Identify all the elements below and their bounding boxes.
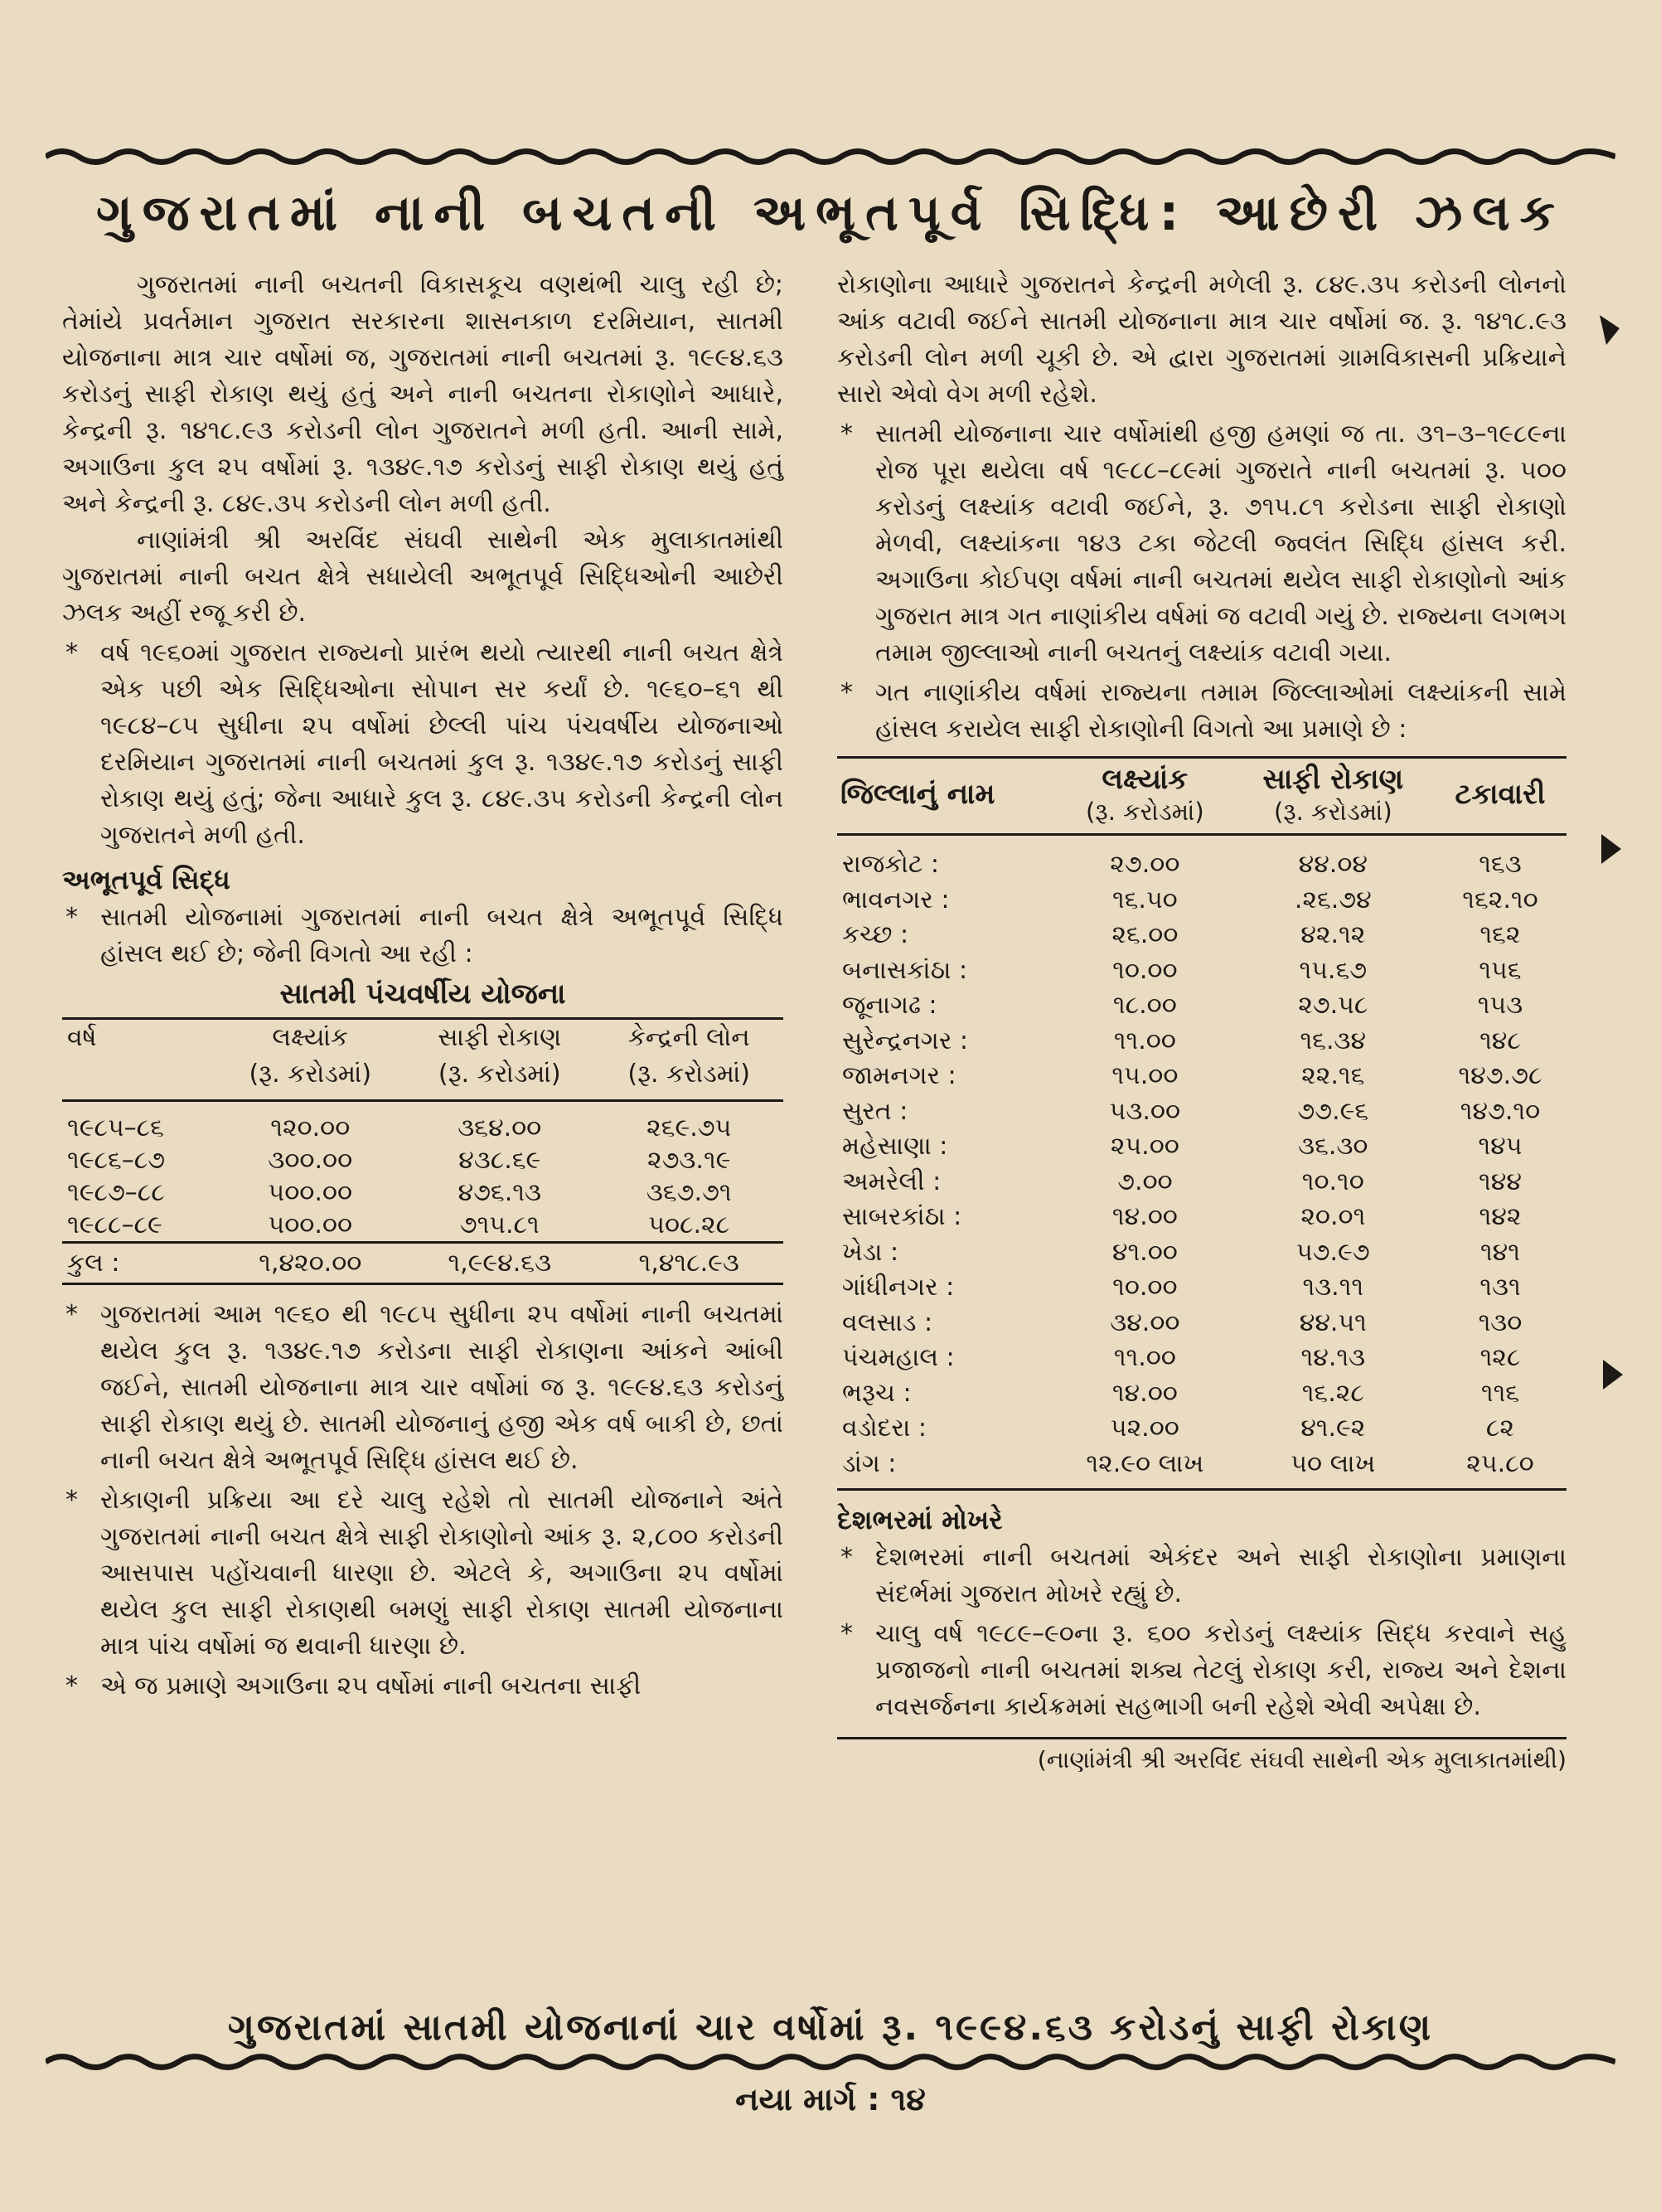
cell-target: ૧૪.૦૦ <box>1111 1202 1178 1231</box>
cell-percentage: ૨૫.૮૦ <box>1434 1447 1567 1490</box>
cell-percentage: ૧૪૭.૭૮ <box>1458 1061 1542 1090</box>
cell-percentage: ૧૩૧ <box>1479 1273 1521 1302</box>
col-unit-net-investment: (રૂ. કરોડમાં) <box>404 1056 594 1101</box>
col-header-net-investment: સાફી રોકાણ (રૂ. કરોડમાં) <box>1232 758 1434 831</box>
cell-central-loan: ૨૬૯.૭૫ <box>646 1113 732 1142</box>
cell-target: ૨૭.૦૦ <box>1110 850 1180 879</box>
bullet-star: * <box>65 638 78 667</box>
page-footer: નયા માર્ગ : ૧૪ <box>735 2081 926 2117</box>
cell-year: ૧૯૮૮–૮૯ <box>67 1210 162 1239</box>
cell-percentage: ૧૬૨ <box>1479 920 1521 949</box>
margin-arrow-icon <box>1598 313 1621 347</box>
bullet-history: * વર્ષ ૧૯૬૦માં ગુજરાત રાજ્યનો પ્રારંભ થયો ત્યારથી નાની બચત ક્ષેત્રે એક પછી એક સિદ્ધિઓના સોપાન સર કર્યાં છે. ૧૯૬૦–૬૧ થી ૧૯૮૪–૮૫ સુધીના ૨૫ વર્ષોમાં છેલ્લી પાંચ પંચવર્ષીય યોજનાઓ દરમિયાન ગુજરાતમાં નાની બચતમાં કુલ રૂ. ૧૩૪૯.૧૭ કરોડનું સાફી રોકાણ થયું હતું; જેના આધારે કુલ રૂ. ૮૪૯.૩૫ કરોડની કેન્દ્રની લોન ગુજરાતને મળી હતી. <box>62 635 783 854</box>
cell-net-investment: ૨૭.૫૮ <box>1298 991 1368 1020</box>
cell-district: કચ્છ : <box>842 920 909 949</box>
bullet-seventh-plan: * સાતમી યોજનામાં ગુજરાતમાં નાની બચત ક્ષેત્રે અભૂતપૂર્વ સિદ્ધિ હાંસલ થઈ છે; જેની વિગતો આ રહી : <box>62 900 783 973</box>
cell-target: ૨૫.૦૦ <box>1110 1132 1179 1161</box>
col-unit-central-loan: (રૂ. કરોડમાં) <box>594 1056 783 1101</box>
district-table <box>837 756 1567 1491</box>
cell-district: સુરત : <box>842 1096 908 1126</box>
cell-total-target: ૧,૪૨૦.૦૦ <box>215 1243 404 1284</box>
table-row <box>837 1270 1567 1306</box>
cell-district: સુરેન્દ્રનગર : <box>842 1026 968 1055</box>
col-header-percentage: ટકાવારી <box>1434 758 1567 831</box>
cell-target: ૫૦૦.૦૦ <box>268 1210 353 1239</box>
cell-target: ૪૧.૦૦ <box>1111 1237 1178 1267</box>
bullet-star: * <box>840 1543 853 1572</box>
cell-target: ૧૦.૦૦ <box>1112 955 1178 985</box>
cell-target: ૧૦.૦૦ <box>1112 1273 1178 1302</box>
bullet-1988-89: * સાતમી યોજનાના ચાર વર્ષોમાંથી હજી હમણાં જ તા. ૩૧–૩–૧૯૮૯ના રોજ પૂરા થયેલા વર્ષ ૧૯૮૮–૮૯માં ગુજરાતે નાની બચતમાં રૂ. ૫૦૦ કરોડનું લક્ષ્યાંક વટાવી જઈને, રૂ. ૭૧૫.૮૧ કરોડના સાફી રોકાણો મેળવી, લક્ષ્યાંકના ૧૪૩ ટકા જેટલી જ્વલંત સિદ્ધિ હાંસલ કરી. અગાઉના કોઈપણ વર્ષમાં નાની બચતમાં થયેલ સાફી રોકાણોનો આંક ગુજરાત માત્ર ગત નાણાંકીય વર્ષમાં જ વટાવી ગયું છે. રાજ્યના લગભગ તમામ જીલ્લાઓ નાની બચતનું લક્ષ્યાંક વટાવી ગયા. <box>837 416 1567 672</box>
cell-percentage: ૧૪૨ <box>1479 1202 1522 1231</box>
cell-year: ૧૯૮૫–૮૬ <box>67 1113 164 1142</box>
cell-district: ભાવનગર : <box>842 885 950 914</box>
bottom-banner: ગુજરાતમાં સાતમી યોજનાનાં ચાર વર્ષોમાં રૂ. ૧૯૯૪.૬૩ કરોડનું સાફી રોકાણ <box>227 2006 1434 2049</box>
cell-district: અમરેલી : <box>842 1167 942 1196</box>
cell-net-investment: ૧૬.૨૮ <box>1301 1378 1364 1408</box>
table-row <box>62 1101 783 1145</box>
table-row <box>837 1024 1567 1060</box>
cell-net-investment: ૧૫.૬૭ <box>1299 955 1368 985</box>
cell-district: ગાંધીનગર : <box>842 1273 955 1302</box>
table-row <box>837 1235 1567 1271</box>
cell-net-investment: ૪૨.૧૨ <box>1300 920 1366 949</box>
cell-net-investment: ૪૪.૫૧ <box>1299 1307 1367 1337</box>
source-credit: (નાણાંમંત્રી શ્રી અરવિંદ સંઘવી સાથેની એક મુલાકાતમાંથી) <box>837 1737 1567 1774</box>
bullet-star: * <box>65 1486 78 1515</box>
cell-central-loan: ૩૬૭.૭૧ <box>646 1178 732 1207</box>
cell-net-investment: ૭૧૫.૮૧ <box>459 1210 540 1239</box>
cell-district: વલસાડ : <box>842 1307 933 1337</box>
bullet-comparison: * ગુજરાતમાં આમ ૧૯૬૦ થી ૧૯૮૫ સુધીના ૨૫ વર્ષોમાં નાની બચતમાં થયેલ કુલ રૂ. ૧૩૪૯.૧૭ કરોડના સાફી રોકાણના આંકને આંબી જઈને, સાતમી યોજનાના માત્ર ચાર વર્ષોમાં જ રૂ. ૧૯૯૪.૬૩ કરોડનું સાફી રોકાણ થયું છે. સાતમી યોજનાનું હજી એક વર્ષ બાકી છે, છતાં નાની બચત ક્ષેત્રે અભૂતપૂર્વ સિદ્ધિ હાંસલ થઈ છે. <box>62 1297 783 1479</box>
table-row <box>837 1306 1567 1341</box>
cell-percentage: ૧૪૫ <box>1478 1132 1523 1161</box>
table-row <box>62 1176 783 1209</box>
cell-year: ૧૯૮૭–૮૮ <box>67 1178 165 1207</box>
cell-target: ૫૦૦.૦૦ <box>268 1178 353 1207</box>
margin-arrow-icon <box>1601 1358 1625 1391</box>
col-header-year: વર્ષ <box>62 1019 215 1057</box>
cell-district: વડોદરા : <box>842 1414 927 1443</box>
cell-target: ૧૨.૯૦ લાખ <box>1058 1447 1232 1490</box>
cell-net-investment: ૨૦.૦૧ <box>1300 1202 1366 1231</box>
cell-target: ૩૪.૦૦ <box>1110 1307 1180 1337</box>
cell-district: ખેડા : <box>842 1237 899 1267</box>
table-unit-row <box>62 1056 783 1101</box>
subhead-unprecedented: અભૂતપૂર્વ સિદ્ધ <box>62 864 230 895</box>
table-row <box>837 953 1567 989</box>
cell-net-investment: ૩૬.૩૦ <box>1298 1132 1368 1161</box>
cell-net-investment: ૧૬.૩૪ <box>1300 1026 1367 1055</box>
table-row <box>837 835 1567 883</box>
cell-percentage: ૧૪૧ <box>1479 1237 1520 1267</box>
cell-percentage: ૧૫૩ <box>1477 991 1523 1020</box>
cell-target: ૨૬.૦૦ <box>1111 920 1179 949</box>
cell-district: રાજકોટ : <box>842 850 940 879</box>
cell-percentage: ૧૨૮ <box>1479 1343 1521 1372</box>
cell-percentage: ૮૨ <box>1485 1414 1515 1443</box>
cell-percentage: ૧૪૪ <box>1479 1167 1522 1196</box>
col-header-district: જિલ્લાનું નામ <box>837 758 1058 831</box>
table-row <box>62 1209 783 1243</box>
cell-net-investment: ૪૩૮.૬૯ <box>458 1146 541 1175</box>
bullet-projection: * રોકાણની પ્રક્રિયા આ દરે ચાલુ રહેશે તો સાતમી યોજનાને અંતે ગુજરાતમાં નાની બચત ક્ષેત્રે સાફી રોકાણોનો આંક રૂ. ૨,૮૦૦ કરોડની આસપાસ પહોંચવાની ધારણા છે. એટલે કે, અગાઉના ૨૫ વર્ષોમાં થયેલ કુલ સાફી રોકાણથી બમણું સાફી રોકાણ સાતમી યોજનાના માત્ર પાંચ વર્ષોમાં જ થવાની ધારણા છે. <box>62 1482 783 1665</box>
cell-district: બનાસકાંઠા : <box>842 955 968 985</box>
cell-district: જામનગર : <box>842 1061 956 1090</box>
bullet-star: * <box>65 1671 78 1700</box>
cell-target: ૫૩.૦૦ <box>1109 1096 1181 1126</box>
continued-paragraph: રોકાણોના આધારે ગુજરાતને કેન્દ્રની મળેલી રૂ. ૮૪૯.૩૫ કરોડની લોનનો આંક વટાવી જઈને સાતમી યોજનાના માત્ર ચાર વર્ષોમાં જ. રૂ. ૧૪૧૮.૯૩ કરોડની લોન મળી ચૂકી છે. એ દ્વારા ગુજરાતમાં ગ્રામવિકાસની પ્રક્રિયાને સારો એવો વેગ મળી રહેશે. <box>837 270 1567 409</box>
bullet-star: * <box>840 1619 853 1648</box>
bullet-star: * <box>840 420 853 449</box>
table-row <box>837 1129 1567 1165</box>
cell-target: ૩૦૦.૦૦ <box>268 1146 353 1175</box>
table-row <box>837 918 1567 953</box>
cell-district: ડાંગ : <box>837 1447 1058 1490</box>
bullet-current-year: * ચાલુ વર્ષ ૧૯૮૯–૯૦ના રૂ. ૬૦૦ કરોડનું લક્ષ્યાંક સિદ્ધ કરવાને સહુ પ્રજાજનો નાની બચતમાં શક્ય તેટલું રોકાણ કરી, રાજ્ય અને દેશના નવસર્જનના કાર્યક્રમમાં સહભાગી બની રહેશે એવી અપેક્ષા છે. <box>837 1616 1567 1725</box>
col-header-net-investment: સાફી રોકાણ <box>404 1019 594 1057</box>
district-table-body <box>837 835 1567 1490</box>
scheme-table-title: સાતમી પંચવર્ષીય યોજના <box>279 977 566 1011</box>
bullet-loan-intro: * એ જ પ્રમાણે અગાઉના ૨૫ વર્ષોમાં નાની બચતના સાફી <box>62 1668 783 1705</box>
cell-net-investment: ૩૬૪.૦૦ <box>458 1113 542 1142</box>
cell-net-investment: .૨૬.૭૪ <box>1294 885 1372 914</box>
cell-central-loan: ૫૦૮.૨૮ <box>648 1210 730 1239</box>
cell-total-label: કુલ : <box>62 1243 215 1284</box>
cell-percentage: ૧૬૩ <box>1479 850 1522 879</box>
cell-percentage: ૧૪૮ <box>1479 1026 1521 1055</box>
cell-district: જૂનાગઢ : <box>842 991 937 1020</box>
cell-district: ભરૂચ : <box>842 1378 912 1408</box>
col-header-central-loan: કેન્દ્રની લોન <box>594 1019 783 1057</box>
cell-district: મહેસાણા : <box>842 1132 948 1161</box>
cell-target: ૭.૦૦ <box>1117 1167 1173 1196</box>
cell-target: ૧૪.૦૦ <box>1111 1378 1178 1408</box>
table-row <box>837 1059 1567 1094</box>
col-header-target: લક્ષ્યાંક <box>215 1019 404 1057</box>
bullet-district-intro: * ગત નાણાંકીય વર્ષમાં રાજ્યના તમામ જિલ્લાઓમાં લક્ષ્યાંકની સામે હાંસલ કરાયેલ સાફી રોકાણોની વિગતો આ પ્રમાણે છે : <box>837 675 1567 748</box>
page-headline: ગુજરાતમાં નાની બચતની અભૂતપૂર્વ સિદ્ધિ: આછેરી ઝલક <box>95 184 1566 242</box>
right-column <box>837 267 1567 1774</box>
table-row <box>837 1411 1567 1447</box>
bullet-nation-leader: * દેશભરમાં નાની બચતમાં એકંદર અને સાફી રોકાણોના પ્રમાણના સંદર્ભમાં ગુજરાત મોખરે રહ્યું છે. <box>837 1540 1567 1613</box>
table-row <box>837 883 1567 919</box>
cell-central-loan: ૨૭૩.૧૯ <box>646 1146 731 1175</box>
table-row <box>837 988 1567 1024</box>
cell-target: ૧૫.૦૦ <box>1111 1061 1179 1090</box>
cell-net-investment: ૪૭૬.૧૩ <box>458 1178 541 1207</box>
cell-net-investment: ૫૭.૯૭ <box>1295 1237 1370 1267</box>
cell-target: ૧૧.૦૦ <box>1113 1343 1176 1372</box>
seventh-plan-table <box>62 1017 783 1285</box>
bullet-star: * <box>840 678 853 707</box>
cell-net-investment: ૫૦ લાખ <box>1232 1447 1434 1490</box>
table-total-row <box>62 1243 783 1284</box>
table-row <box>837 1200 1567 1235</box>
cell-target: ૧૬.૫૦ <box>1111 885 1178 914</box>
table-row <box>837 1447 1567 1490</box>
cell-net-investment: ૧૦.૧૦ <box>1301 1167 1364 1196</box>
cell-percentage: ૧૩૦ <box>1478 1307 1523 1337</box>
margin-arrow-icon <box>1600 832 1623 866</box>
table-row <box>837 1341 1567 1376</box>
cell-target: ૧૧.૦૦ <box>1113 1026 1176 1055</box>
left-column <box>62 267 783 1705</box>
cell-net-investment: ૭૭.૯૬ <box>1297 1096 1369 1126</box>
bullet-star: * <box>65 903 78 932</box>
col-header-target: લક્ષ્યાંક (રૂ. કરોડમાં) <box>1058 758 1232 831</box>
table-row <box>62 1144 783 1176</box>
cell-net-investment: ૧૩.૧૧ <box>1302 1273 1364 1302</box>
col-unit-year <box>62 1056 215 1101</box>
col-unit-target: (રૂ. કરોડમાં) <box>215 1056 404 1101</box>
table-row <box>837 1094 1567 1130</box>
table-header-row <box>837 758 1567 831</box>
cell-percentage: ૧૧૬ <box>1480 1378 1520 1408</box>
cell-district: સાબરકાંઠા : <box>842 1202 962 1231</box>
cell-total-central-loan: ૧,૪૧૮.૯૩ <box>594 1243 783 1284</box>
table-row <box>837 1376 1567 1412</box>
cell-target: ૧૮.૦૦ <box>1112 991 1177 1020</box>
cell-total-net-investment: ૧,૯૯૪.૬૩ <box>404 1243 594 1284</box>
cell-net-investment: ૧૪.૧૩ <box>1300 1343 1366 1372</box>
bottom-ornamental-rule <box>46 2048 1615 2076</box>
cell-net-investment: ૨૨.૧૬ <box>1301 1061 1365 1090</box>
bullet-star: * <box>65 1300 78 1329</box>
cell-percentage: ૧૫૬ <box>1479 955 1522 985</box>
top-ornamental-rule <box>46 143 1615 171</box>
table-row <box>837 1165 1567 1201</box>
cell-net-investment: ૪૪.૦૪ <box>1298 850 1368 879</box>
cell-year: ૧૯૮૬–૮૭ <box>67 1146 166 1175</box>
intro-paragraph: ગુજરાતમાં નાની બચતની વિકાસકૂચ વણથંભી ચાલુ રહી છે; તેમાંયે પ્રવર્તમાન ગુજરાત સરકારના શાસનકાળ દરમિયાન, સાતમી યોજનાના માત્ર ચાર વર્ષોમાં જ, ગુજરાતમાં નાની બચતમાં રૂ. ૧૯૯૪.૬૩ કરોડનું સાફી રોકાણ થયું હતું અને નાની બચતના રોકાણોને આધારે, કેન્દ્રની રૂ. ૧૪૧૮.૯૩ કરોડની લોન ગુજરાતને મળી હતી. આની સામે, અગાઉના કુલ ૨૫ વર્ષોમાં રૂ. ૧૩૪૯.૧૭ કરોડનું સાફી રોકાણ થયું હતું અને કેન્દ્રની રૂ. ૮૪૯.૩૫ કરોડની લોન મળી હતી. <box>62 270 783 518</box>
cell-target: ૧૨૦.૦૦ <box>270 1113 351 1142</box>
cell-percentage: ૧૬૨.૧૦ <box>1462 885 1538 914</box>
cell-percentage: ૧૪૭.૧૦ <box>1460 1096 1541 1126</box>
cell-net-investment: ૪૧.૯૨ <box>1300 1414 1366 1443</box>
cell-district: પંચમહાલ : <box>842 1343 955 1372</box>
cell-target: ૫૨.૦૦ <box>1110 1414 1179 1443</box>
interview-paragraph: નાણાંમંત્રી શ્રી અરવિંદ સંઘવી સાથેની એક મુલાકાતમાંથી ગુજરાતમાં નાની બચત ક્ષેત્રે સધાયેલી અભૂતપૂર્વ સિદ્ધિઓની આછેરી ઝલક અહીં રજૂ કરી છે. <box>62 526 783 628</box>
subhead-nation-leader: દેશભરમાં મોખરે <box>837 1504 1003 1535</box>
table-header-row <box>62 1019 783 1057</box>
